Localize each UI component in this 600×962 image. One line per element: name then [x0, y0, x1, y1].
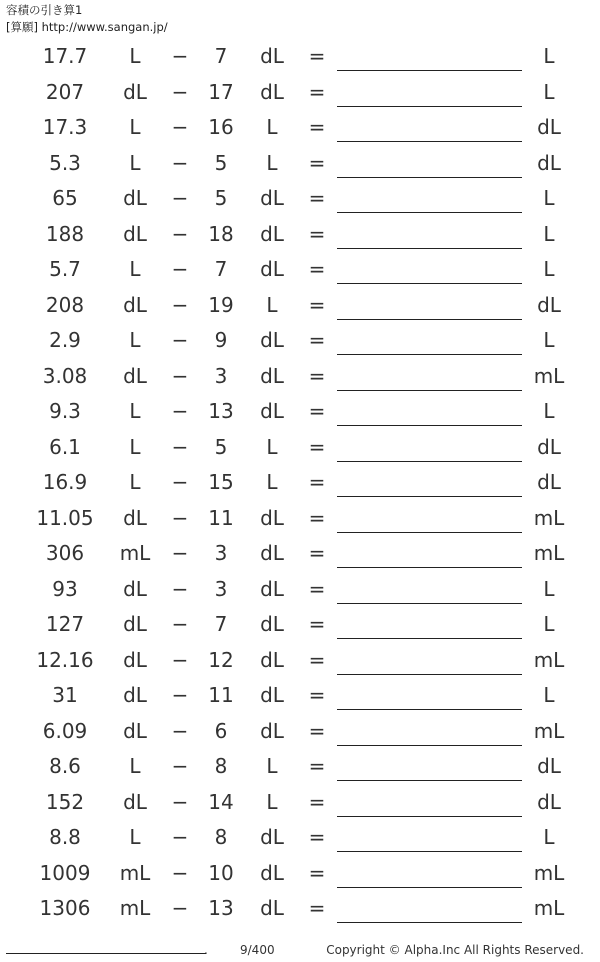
- minuend-value: 6.09: [42, 718, 88, 743]
- answer-blank[interactable]: [337, 851, 522, 852]
- minuend-unit: dL: [123, 79, 147, 104]
- copyright-notice: Copyright © Alpha.Inc All Rights Reserved.: [326, 943, 584, 957]
- minuend-unit: dL: [123, 789, 147, 814]
- equals-sign: =: [308, 434, 326, 459]
- subtrahend-unit: dL: [260, 825, 284, 849]
- answer-blank[interactable]: [337, 638, 522, 639]
- minus-sign: −: [171, 257, 189, 281]
- minus-sign: −: [171, 825, 189, 849]
- answer-unit: mL: [533, 647, 565, 672]
- answer-unit: dL: [537, 470, 561, 494]
- minuend-value: 12.16: [36, 647, 94, 672]
- subtrahend-value: 13: [208, 399, 234, 423]
- site-link[interactable]: [算願] http://www.sangan.jp/: [6, 20, 168, 34]
- answer-blank[interactable]: [337, 70, 522, 71]
- answer-unit: mL: [533, 718, 565, 743]
- problem-row: [0, 393, 600, 429]
- minus-sign: −: [171, 470, 189, 494]
- minus-sign: −: [171, 505, 189, 530]
- minuend-unit: L: [129, 399, 141, 423]
- minuend-value: 5.3: [49, 150, 81, 175]
- equals-sign: =: [308, 328, 326, 352]
- minus-sign: −: [171, 896, 189, 920]
- subtrahend-value: 15: [208, 470, 234, 494]
- subtrahend-unit: dL: [260, 718, 284, 743]
- answer-blank[interactable]: [337, 887, 522, 888]
- minus-sign: −: [171, 115, 189, 139]
- problem-row: [0, 784, 600, 820]
- answer-blank[interactable]: [337, 674, 522, 675]
- minuend-unit: dL: [123, 576, 147, 601]
- subtrahend-value: 5: [214, 150, 228, 175]
- subtrahend-unit: L: [266, 470, 278, 494]
- minuend-unit: L: [129, 115, 141, 139]
- subtrahend-unit: dL: [260, 896, 284, 920]
- equals-sign: =: [308, 44, 326, 68]
- minus-sign: −: [171, 541, 189, 565]
- problem-row: [0, 109, 600, 145]
- answer-blank[interactable]: [337, 141, 522, 142]
- minuend-unit: dL: [123, 718, 147, 743]
- minuend-value: 31: [52, 683, 78, 707]
- minuend-unit: dL: [123, 186, 147, 210]
- answer-blank[interactable]: [337, 248, 522, 249]
- minuend-unit: L: [129, 434, 141, 459]
- minuend-value: 6.1: [49, 434, 81, 459]
- answer-unit: L: [543, 44, 555, 68]
- minuend-value: 127: [45, 612, 85, 636]
- answer-blank[interactable]: [337, 496, 522, 497]
- answer-blank[interactable]: [337, 567, 522, 568]
- minuend-value: 207: [45, 79, 85, 104]
- subtrahend-value: 19: [208, 292, 234, 317]
- answer-unit: L: [543, 612, 555, 636]
- subtrahend-unit: dL: [260, 505, 284, 530]
- subtrahend-value: 5: [214, 186, 228, 210]
- minuend-unit: L: [129, 150, 141, 175]
- subtrahend-unit: dL: [260, 541, 284, 565]
- answer-blank[interactable]: [337, 354, 522, 355]
- equals-sign: =: [308, 470, 326, 494]
- minuend-unit: dL: [123, 363, 147, 388]
- equals-sign: =: [308, 647, 326, 672]
- equals-sign: =: [308, 754, 326, 778]
- equals-sign: =: [308, 399, 326, 423]
- problem-row: [0, 74, 600, 110]
- problem-list: [0, 38, 600, 926]
- subtrahend-unit: L: [266, 789, 278, 814]
- subtrahend-value: 18: [208, 221, 234, 246]
- problem-row: [0, 358, 600, 394]
- answer-unit: mL: [533, 541, 565, 565]
- equals-sign: =: [308, 612, 326, 636]
- minuend-value: 208: [45, 292, 85, 317]
- answer-unit: L: [543, 221, 555, 246]
- subtrahend-value: 12: [208, 647, 234, 672]
- subtrahend-value: 5: [214, 434, 228, 459]
- subtrahend-unit: dL: [260, 186, 284, 210]
- problem-row: [0, 535, 600, 571]
- answer-unit: dL: [537, 150, 561, 175]
- minuend-value: 306: [45, 541, 85, 565]
- answer-blank[interactable]: [337, 425, 522, 426]
- minus-sign: −: [171, 186, 189, 210]
- subtrahend-value: 7: [214, 612, 228, 636]
- subtrahend-value: 11: [208, 683, 234, 707]
- minus-sign: −: [171, 718, 189, 743]
- minuend-value: 16.9: [42, 470, 88, 494]
- minus-sign: −: [171, 292, 189, 317]
- answer-unit: mL: [533, 896, 565, 920]
- subtrahend-unit: L: [266, 115, 278, 139]
- minuend-unit: dL: [123, 292, 147, 317]
- footer-dot: .: [204, 943, 208, 957]
- subtrahend-unit: dL: [260, 44, 284, 68]
- answer-unit: dL: [537, 434, 561, 459]
- minuend-value: 11.05: [36, 505, 94, 530]
- problem-row: [0, 642, 600, 678]
- minus-sign: −: [171, 399, 189, 423]
- answer-blank[interactable]: [337, 461, 522, 462]
- minus-sign: −: [171, 79, 189, 104]
- subtrahend-unit: dL: [260, 647, 284, 672]
- subtrahend-value: 6: [214, 718, 228, 743]
- answer-blank[interactable]: [337, 532, 522, 533]
- problem-row: [0, 677, 600, 713]
- answer-blank[interactable]: [337, 709, 522, 710]
- worksheet-header: [6, 2, 168, 36]
- equals-sign: =: [308, 896, 326, 920]
- subtrahend-unit: dL: [260, 79, 284, 104]
- answer-blank[interactable]: [337, 283, 522, 284]
- minuend-value: 1009: [39, 860, 91, 885]
- subtrahend-unit: dL: [260, 328, 284, 352]
- answer-blank[interactable]: [337, 106, 522, 107]
- minuend-value: 5.7: [49, 257, 81, 281]
- answer-unit: dL: [537, 789, 561, 814]
- answer-unit: L: [543, 825, 555, 849]
- subtrahend-value: 3: [214, 541, 228, 565]
- minuend-unit: mL: [119, 860, 151, 885]
- equals-sign: =: [308, 825, 326, 849]
- equals-sign: =: [308, 789, 326, 814]
- minus-sign: −: [171, 754, 189, 778]
- subtrahend-unit: dL: [260, 860, 284, 885]
- equals-sign: =: [308, 576, 326, 601]
- subtrahend-value: 8: [214, 754, 228, 778]
- minuend-value: 8.6: [49, 754, 81, 778]
- problem-row: [0, 713, 600, 749]
- answer-blank[interactable]: [337, 390, 522, 391]
- equals-sign: =: [308, 292, 326, 317]
- minuend-unit: L: [129, 44, 141, 68]
- minuend-unit: dL: [123, 505, 147, 530]
- equals-sign: =: [308, 150, 326, 175]
- subtrahend-unit: dL: [260, 576, 284, 601]
- minuend-value: 65: [52, 186, 78, 210]
- equals-sign: =: [308, 860, 326, 885]
- minuend-unit: mL: [119, 541, 151, 565]
- problem-row: [0, 855, 600, 891]
- subtrahend-value: 3: [214, 363, 228, 388]
- problem-row: [0, 287, 600, 323]
- minuend-unit: L: [129, 257, 141, 281]
- answer-blank[interactable]: [337, 745, 522, 746]
- minuend-value: 9.3: [49, 399, 81, 423]
- answer-unit: L: [543, 79, 555, 104]
- answer-blank[interactable]: [337, 816, 522, 817]
- equals-sign: =: [308, 186, 326, 210]
- problem-row: [0, 890, 600, 926]
- minuend-unit: dL: [123, 221, 147, 246]
- subtrahend-value: 8: [214, 825, 228, 849]
- subtrahend-unit: dL: [260, 683, 284, 707]
- minus-sign: −: [171, 789, 189, 814]
- minuend-unit: L: [129, 470, 141, 494]
- minus-sign: −: [171, 328, 189, 352]
- minus-sign: −: [171, 683, 189, 707]
- minuend-unit: dL: [123, 612, 147, 636]
- problem-row: [0, 500, 600, 536]
- minuend-unit: L: [129, 754, 141, 778]
- minus-sign: −: [171, 221, 189, 246]
- equals-sign: =: [308, 115, 326, 139]
- subtrahend-unit: dL: [260, 612, 284, 636]
- minuend-unit: mL: [119, 896, 151, 920]
- subtrahend-value: 3: [214, 576, 228, 601]
- subtrahend-value: 9: [214, 328, 228, 352]
- subtrahend-unit: L: [266, 754, 278, 778]
- minus-sign: −: [171, 647, 189, 672]
- answer-unit: mL: [533, 505, 565, 530]
- answer-unit: L: [543, 683, 555, 707]
- minuend-unit: dL: [123, 683, 147, 707]
- answer-unit: dL: [537, 754, 561, 778]
- minus-sign: −: [171, 434, 189, 459]
- equals-sign: =: [308, 363, 326, 388]
- equals-sign: =: [308, 718, 326, 743]
- equals-sign: =: [308, 79, 326, 104]
- subtrahend-value: 7: [214, 257, 228, 281]
- problem-row: [0, 464, 600, 500]
- answer-unit: dL: [537, 292, 561, 317]
- subtrahend-unit: dL: [260, 399, 284, 423]
- equals-sign: =: [308, 221, 326, 246]
- answer-blank[interactable]: [337, 603, 522, 604]
- problem-row: [0, 429, 600, 465]
- worksheet-title: 容積の引き算1: [6, 3, 83, 17]
- equals-sign: =: [308, 541, 326, 565]
- minuend-value: 3.08: [42, 363, 88, 388]
- problem-row: [0, 251, 600, 287]
- minuend-unit: L: [129, 328, 141, 352]
- answer-blank[interactable]: [337, 319, 522, 320]
- answer-unit: L: [543, 576, 555, 601]
- minus-sign: −: [171, 44, 189, 68]
- subtrahend-value: 7: [214, 44, 228, 68]
- answer-unit: L: [543, 328, 555, 352]
- minuend-value: 17.7: [42, 44, 88, 68]
- problem-row: [0, 748, 600, 784]
- subtrahend-unit: dL: [260, 363, 284, 388]
- subtrahend-unit: L: [266, 150, 278, 175]
- minuend-value: 1306: [39, 896, 91, 920]
- answer-blank[interactable]: [337, 922, 522, 923]
- answer-blank[interactable]: [337, 780, 522, 781]
- subtrahend-unit: L: [266, 434, 278, 459]
- minuend-value: 93: [52, 576, 78, 601]
- problem-row: [0, 606, 600, 642]
- minus-sign: −: [171, 612, 189, 636]
- problem-row: [0, 38, 600, 74]
- minuend-value: 152: [45, 789, 85, 814]
- problem-row: [0, 819, 600, 855]
- minuend-value: 17.3: [42, 115, 88, 139]
- subtrahend-unit: L: [266, 292, 278, 317]
- equals-sign: =: [308, 505, 326, 530]
- name-line: [6, 953, 206, 954]
- subtrahend-value: 14: [208, 789, 234, 814]
- answer-unit: mL: [533, 860, 565, 885]
- problem-row: [0, 322, 600, 358]
- equals-sign: =: [308, 683, 326, 707]
- minuend-value: 8.8: [49, 825, 81, 849]
- minus-sign: −: [171, 150, 189, 175]
- problem-row: [0, 571, 600, 607]
- minuend-value: 2.9: [49, 328, 81, 352]
- subtrahend-unit: dL: [260, 221, 284, 246]
- minus-sign: −: [171, 363, 189, 388]
- subtrahend-value: 16: [208, 115, 234, 139]
- answer-unit: L: [543, 186, 555, 210]
- minuend-unit: dL: [123, 647, 147, 672]
- answer-blank[interactable]: [337, 212, 522, 213]
- minuend-unit: L: [129, 825, 141, 849]
- equals-sign: =: [308, 257, 326, 281]
- answer-blank[interactable]: [337, 177, 522, 178]
- subtrahend-value: 11: [208, 505, 234, 530]
- subtrahend-value: 17: [208, 79, 234, 104]
- problem-row: [0, 216, 600, 252]
- answer-unit: mL: [533, 363, 565, 388]
- problem-row: [0, 180, 600, 216]
- page-number: 9/400: [240, 943, 275, 957]
- subtrahend-value: 10: [208, 860, 234, 885]
- answer-unit: dL: [537, 115, 561, 139]
- subtrahend-value: 13: [208, 896, 234, 920]
- answer-unit: L: [543, 399, 555, 423]
- subtrahend-unit: dL: [260, 257, 284, 281]
- answer-unit: L: [543, 257, 555, 281]
- minuend-value: 188: [45, 221, 85, 246]
- minus-sign: −: [171, 860, 189, 885]
- minus-sign: −: [171, 576, 189, 601]
- problem-row: [0, 145, 600, 181]
